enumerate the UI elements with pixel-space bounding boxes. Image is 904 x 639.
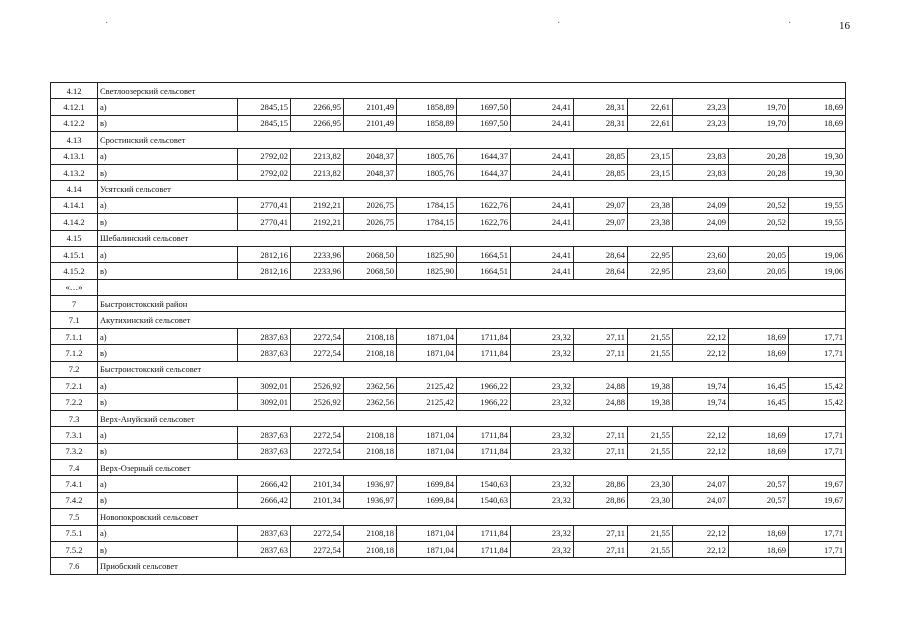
row-label: в) (98, 492, 238, 508)
row-label: в) (98, 443, 238, 459)
table-row (51, 378, 846, 394)
value-cell: 1966,22 (457, 394, 511, 410)
value-cell: 24,41 (511, 263, 574, 279)
value-cell: 29,07 (574, 214, 628, 230)
value-cell: 2213,82 (291, 164, 344, 180)
row-code: 4.15.1 (51, 246, 98, 262)
value-cell: 23,32 (511, 476, 574, 492)
value-cell: 22,12 (673, 427, 729, 443)
table-row (51, 541, 846, 557)
value-cell: 2837,63 (238, 328, 291, 344)
table-row (51, 492, 846, 508)
value-cell: 2125,42 (397, 394, 457, 410)
table-row (51, 115, 846, 131)
value-cell: 2101,49 (344, 115, 397, 131)
table-row (51, 328, 846, 344)
value-cell: 1805,76 (397, 164, 457, 180)
value-cell: 19,30 (789, 164, 846, 180)
scan-dot: · (105, 18, 109, 29)
row-code: 4.12.1 (51, 99, 98, 115)
value-cell: 2837,63 (238, 443, 291, 459)
value-cell: 1622,76 (457, 214, 511, 230)
row-code: 7.5.2 (51, 541, 98, 557)
row-code: 7.2 (51, 361, 98, 377)
value-cell: 19,38 (628, 394, 673, 410)
value-cell: 1699,84 (397, 476, 457, 492)
row-label: в) (98, 541, 238, 557)
table-row (51, 214, 846, 230)
value-cell: 2792,02 (238, 164, 291, 180)
section-row (51, 459, 846, 475)
value-cell: 19,67 (789, 492, 846, 508)
value-cell: 20,57 (729, 492, 789, 508)
section-name: Приобский сельсовет (98, 558, 846, 574)
value-cell: 2272,54 (291, 525, 344, 541)
row-code: 4.15.2 (51, 263, 98, 279)
row-code: 4.14 (51, 181, 98, 197)
value-cell: 1711,84 (457, 541, 511, 557)
value-cell: 23,30 (628, 476, 673, 492)
value-cell: 2792,02 (238, 148, 291, 164)
value-cell: 15,42 (789, 378, 846, 394)
row-code: 4.12 (51, 83, 98, 99)
value-cell: 1858,89 (397, 115, 457, 131)
row-code: 7.6 (51, 558, 98, 574)
value-cell: 1622,76 (457, 197, 511, 213)
value-cell: 28,31 (574, 115, 628, 131)
value-cell: 20,28 (729, 148, 789, 164)
value-cell: 1711,84 (457, 427, 511, 443)
value-cell: 19,55 (789, 197, 846, 213)
section-name: Сростинский сельсовет (98, 132, 846, 148)
value-cell: 2845,15 (238, 115, 291, 131)
value-cell: 24,41 (511, 246, 574, 262)
value-cell: 21,55 (628, 525, 673, 541)
page-number: 16 (839, 20, 850, 32)
value-cell: 23,38 (628, 214, 673, 230)
value-cell: 2837,63 (238, 427, 291, 443)
table-row (51, 427, 846, 443)
value-cell: 23,32 (511, 328, 574, 344)
value-cell: 2108,18 (344, 427, 397, 443)
value-cell: 1697,50 (457, 115, 511, 131)
row-label: а) (98, 99, 238, 115)
value-cell: 23,32 (511, 394, 574, 410)
value-cell: 17,71 (789, 345, 846, 361)
value-cell: 27,11 (574, 443, 628, 459)
table-row (51, 148, 846, 164)
value-cell: 28,64 (574, 263, 628, 279)
value-cell: 20,05 (729, 246, 789, 262)
value-cell: 1825,90 (397, 246, 457, 262)
value-cell: 2770,41 (238, 197, 291, 213)
row-code: 4.14.1 (51, 197, 98, 213)
value-cell: 18,69 (729, 328, 789, 344)
row-label: в) (98, 115, 238, 131)
value-cell: 2272,54 (291, 443, 344, 459)
value-cell: 18,69 (729, 541, 789, 557)
value-cell: 27,11 (574, 345, 628, 361)
row-code: 4.14.2 (51, 214, 98, 230)
value-cell: 22,61 (628, 99, 673, 115)
value-cell: 28,86 (574, 476, 628, 492)
ellipsis-blank (98, 279, 846, 295)
value-cell: 22,95 (628, 246, 673, 262)
value-cell: 2837,63 (238, 525, 291, 541)
value-cell: 27,11 (574, 328, 628, 344)
value-cell: 28,31 (574, 99, 628, 115)
value-cell: 17,71 (789, 328, 846, 344)
value-cell: 1540,63 (457, 476, 511, 492)
value-cell: 22,12 (673, 541, 729, 557)
row-code: 7.1.1 (51, 328, 98, 344)
table-row (51, 345, 846, 361)
value-cell: 1664,51 (457, 246, 511, 262)
value-cell: 22,61 (628, 115, 673, 131)
value-cell: 1858,89 (397, 99, 457, 115)
value-cell: 2192,21 (291, 197, 344, 213)
value-cell: 2192,21 (291, 214, 344, 230)
value-cell: 2812,16 (238, 263, 291, 279)
table-row (51, 525, 846, 541)
section-row (51, 181, 846, 197)
row-code: 4.12.2 (51, 115, 98, 131)
value-cell: 2272,54 (291, 345, 344, 361)
value-cell: 22,12 (673, 328, 729, 344)
section-name: Новопокровский сельсовет (98, 509, 846, 525)
value-cell: 2266,95 (291, 115, 344, 131)
value-cell: 1825,90 (397, 263, 457, 279)
value-cell: 21,55 (628, 541, 673, 557)
value-cell: 15,42 (789, 394, 846, 410)
value-cell: 24,88 (574, 378, 628, 394)
value-cell: 1805,76 (397, 148, 457, 164)
value-cell: 29,07 (574, 197, 628, 213)
value-cell: 24,41 (511, 214, 574, 230)
row-code: 7.5.1 (51, 525, 98, 541)
row-label: в) (98, 394, 238, 410)
value-cell: 2837,63 (238, 541, 291, 557)
value-cell: 1664,51 (457, 263, 511, 279)
value-cell: 24,41 (511, 148, 574, 164)
table-row (51, 246, 846, 262)
table-row (51, 197, 846, 213)
value-cell: 17,71 (789, 443, 846, 459)
row-label: а) (98, 427, 238, 443)
row-label: а) (98, 476, 238, 492)
value-cell: 1936,97 (344, 492, 397, 508)
value-cell: 23,30 (628, 492, 673, 508)
value-cell: 24,41 (511, 164, 574, 180)
value-cell: 24,41 (511, 197, 574, 213)
value-cell: 1784,15 (397, 214, 457, 230)
value-cell: 22,12 (673, 345, 729, 361)
row-code: 4.13 (51, 132, 98, 148)
row-code: 7.2.1 (51, 378, 98, 394)
row-code: 4.13.1 (51, 148, 98, 164)
value-cell: 21,55 (628, 345, 673, 361)
value-cell: 2026,75 (344, 214, 397, 230)
section-row (51, 312, 846, 328)
value-cell: 23,83 (673, 148, 729, 164)
table-row (51, 476, 846, 492)
row-code: 7.1.2 (51, 345, 98, 361)
value-cell: 20,05 (729, 263, 789, 279)
value-cell: 23,32 (511, 378, 574, 394)
value-cell: 19,30 (789, 148, 846, 164)
value-cell: 24,41 (511, 99, 574, 115)
value-cell: 2770,41 (238, 214, 291, 230)
value-cell: 2108,18 (344, 328, 397, 344)
row-label: а) (98, 148, 238, 164)
scan-dot: · (788, 18, 792, 29)
value-cell: 2233,96 (291, 263, 344, 279)
value-cell: 1644,37 (457, 164, 511, 180)
value-cell: 2213,82 (291, 148, 344, 164)
table-body (51, 83, 846, 575)
value-cell: 17,71 (789, 541, 846, 557)
value-cell: 20,52 (729, 197, 789, 213)
section-row (51, 296, 846, 312)
section-name: Светлоозерский сельсовет (98, 83, 846, 99)
value-cell: 3092,01 (238, 378, 291, 394)
value-cell: 1711,84 (457, 525, 511, 541)
value-cell: 1966,22 (457, 378, 511, 394)
value-cell: 1697,50 (457, 99, 511, 115)
value-cell: 28,85 (574, 148, 628, 164)
value-cell: 2048,37 (344, 148, 397, 164)
value-cell: 23,23 (673, 99, 729, 115)
row-label: а) (98, 197, 238, 213)
section-row (51, 83, 846, 99)
value-cell: 2125,42 (397, 378, 457, 394)
value-cell: 23,38 (628, 197, 673, 213)
ellipsis-mark: «…» (51, 279, 98, 295)
row-label: в) (98, 164, 238, 180)
value-cell: 1871,04 (397, 525, 457, 541)
value-cell: 19,55 (789, 214, 846, 230)
row-code: 7.4 (51, 459, 98, 475)
value-cell: 18,69 (729, 525, 789, 541)
value-cell: 2362,56 (344, 394, 397, 410)
section-row (51, 410, 846, 426)
section-name: Быстроистокский район (98, 296, 846, 312)
value-cell: 27,11 (574, 427, 628, 443)
row-code: 7.3.2 (51, 443, 98, 459)
value-cell: 2233,96 (291, 246, 344, 262)
value-cell: 24,41 (511, 115, 574, 131)
section-name: Быстроистокский сельсовет (98, 361, 846, 377)
row-label: а) (98, 378, 238, 394)
value-cell: 1871,04 (397, 541, 457, 557)
value-cell: 20,52 (729, 214, 789, 230)
value-cell: 1711,84 (457, 328, 511, 344)
value-cell: 2108,18 (344, 345, 397, 361)
row-label: в) (98, 263, 238, 279)
value-cell: 20,28 (729, 164, 789, 180)
row-code: 7.1 (51, 312, 98, 328)
value-cell: 2108,18 (344, 443, 397, 459)
value-cell: 2101,34 (291, 492, 344, 508)
value-cell: 19,74 (673, 394, 729, 410)
row-code: 7.5 (51, 509, 98, 525)
value-cell: 19,74 (673, 378, 729, 394)
value-cell: 2101,49 (344, 99, 397, 115)
value-cell: 1871,04 (397, 427, 457, 443)
value-cell: 28,85 (574, 164, 628, 180)
table-row (51, 443, 846, 459)
value-cell: 2666,42 (238, 492, 291, 508)
value-cell: 24,88 (574, 394, 628, 410)
value-cell: 23,23 (673, 115, 729, 131)
row-label: в) (98, 214, 238, 230)
value-cell: 1540,63 (457, 492, 511, 508)
ellipsis-row (51, 279, 846, 295)
value-cell: 21,55 (628, 328, 673, 344)
value-cell: 2026,75 (344, 197, 397, 213)
value-cell: 18,69 (789, 99, 846, 115)
scan-dot: · (557, 18, 561, 29)
value-cell: 2048,37 (344, 164, 397, 180)
value-cell: 2837,63 (238, 345, 291, 361)
table-row (51, 99, 846, 115)
row-code: 4.15 (51, 230, 98, 246)
value-cell: 2068,50 (344, 246, 397, 262)
section-row (51, 509, 846, 525)
value-cell: 18,69 (729, 427, 789, 443)
value-cell: 2101,34 (291, 476, 344, 492)
value-cell: 28,86 (574, 492, 628, 508)
section-name: Верх-Озерный сельсовет (98, 459, 846, 475)
section-name: Усятский сельсовет (98, 181, 846, 197)
value-cell: 27,11 (574, 541, 628, 557)
value-cell: 23,32 (511, 525, 574, 541)
value-cell: 2068,50 (344, 263, 397, 279)
value-cell: 2362,56 (344, 378, 397, 394)
row-code: 4.13.2 (51, 164, 98, 180)
value-cell: 1711,84 (457, 443, 511, 459)
value-cell: 16,45 (729, 394, 789, 410)
value-cell: 24,09 (673, 214, 729, 230)
value-cell: 18,69 (789, 115, 846, 131)
value-cell: 2812,16 (238, 246, 291, 262)
tariff-table (50, 82, 846, 575)
section-name: Верх-Ануйский сельсовет (98, 410, 846, 426)
value-cell: 16,45 (729, 378, 789, 394)
value-cell: 19,70 (729, 115, 789, 131)
row-code: 7.3.1 (51, 427, 98, 443)
value-cell: 3092,01 (238, 394, 291, 410)
value-cell: 19,06 (789, 246, 846, 262)
value-cell: 21,55 (628, 427, 673, 443)
value-cell: 23,83 (673, 164, 729, 180)
value-cell: 24,07 (673, 492, 729, 508)
row-label: а) (98, 525, 238, 541)
value-cell: 1644,37 (457, 148, 511, 164)
row-code: 7.3 (51, 410, 98, 426)
row-code: 7.4.1 (51, 476, 98, 492)
value-cell: 2266,95 (291, 99, 344, 115)
value-cell: 2526,92 (291, 394, 344, 410)
value-cell: 18,69 (729, 443, 789, 459)
value-cell: 19,06 (789, 263, 846, 279)
value-cell: 2108,18 (344, 541, 397, 557)
value-cell: 1871,04 (397, 328, 457, 344)
section-row (51, 558, 846, 574)
value-cell: 23,32 (511, 492, 574, 508)
value-cell: 2108,18 (344, 525, 397, 541)
section-row (51, 361, 846, 377)
value-cell: 23,32 (511, 443, 574, 459)
table-row (51, 394, 846, 410)
value-cell: 23,32 (511, 427, 574, 443)
value-cell: 2526,92 (291, 378, 344, 394)
value-cell: 20,57 (729, 476, 789, 492)
value-cell: 28,64 (574, 246, 628, 262)
value-cell: 1784,15 (397, 197, 457, 213)
value-cell: 17,71 (789, 427, 846, 443)
value-cell: 22,12 (673, 525, 729, 541)
value-cell: 2272,54 (291, 427, 344, 443)
value-cell: 2272,54 (291, 541, 344, 557)
value-cell: 23,32 (511, 541, 574, 557)
section-row (51, 132, 846, 148)
row-label: а) (98, 328, 238, 344)
value-cell: 23,15 (628, 164, 673, 180)
table-row (51, 263, 846, 279)
value-cell: 1711,84 (457, 345, 511, 361)
value-cell: 22,12 (673, 443, 729, 459)
row-label: в) (98, 345, 238, 361)
row-code: 7.4.2 (51, 492, 98, 508)
value-cell: 23,32 (511, 345, 574, 361)
value-cell: 27,11 (574, 525, 628, 541)
value-cell: 1871,04 (397, 345, 457, 361)
value-cell: 21,55 (628, 443, 673, 459)
row-label: а) (98, 246, 238, 262)
value-cell: 1936,97 (344, 476, 397, 492)
value-cell: 24,09 (673, 197, 729, 213)
row-code: 7.2.2 (51, 394, 98, 410)
value-cell: 2666,42 (238, 476, 291, 492)
section-name: Акутихинский сельсовет (98, 312, 846, 328)
value-cell: 24,07 (673, 476, 729, 492)
value-cell: 17,71 (789, 525, 846, 541)
value-cell: 23,15 (628, 148, 673, 164)
value-cell: 2845,15 (238, 99, 291, 115)
value-cell: 23,60 (673, 246, 729, 262)
value-cell: 1871,04 (397, 443, 457, 459)
table-row (51, 164, 846, 180)
row-code: 7 (51, 296, 98, 312)
section-row (51, 230, 846, 246)
value-cell: 23,60 (673, 263, 729, 279)
value-cell: 19,70 (729, 99, 789, 115)
value-cell: 18,69 (729, 345, 789, 361)
value-cell: 1699,84 (397, 492, 457, 508)
value-cell: 19,38 (628, 378, 673, 394)
value-cell: 22,95 (628, 263, 673, 279)
value-cell: 2272,54 (291, 328, 344, 344)
section-name: Шебалинский сельсовет (98, 230, 846, 246)
value-cell: 19,67 (789, 476, 846, 492)
